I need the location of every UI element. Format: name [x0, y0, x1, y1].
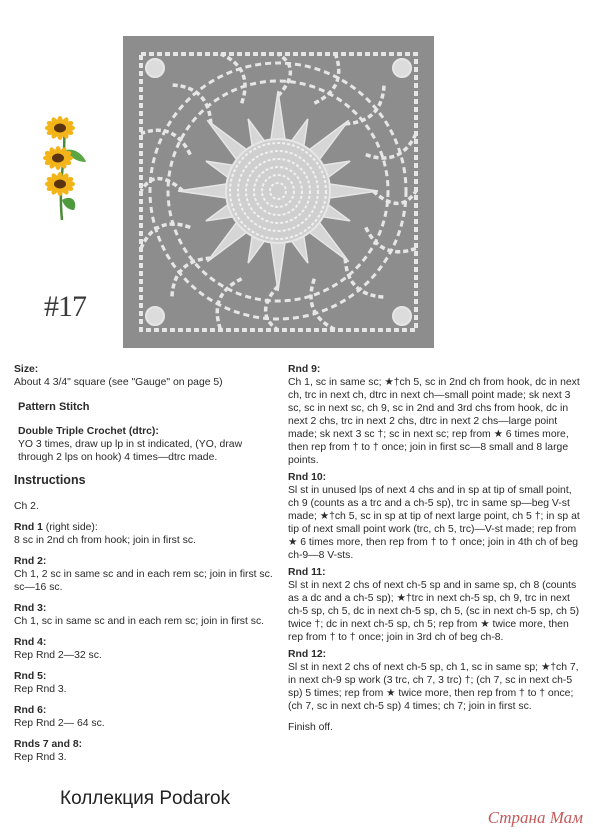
round-label: Rnd 11: [288, 567, 326, 578]
dtrc-heading: Double Triple Crochet (dtrc): [18, 426, 159, 437]
round-5 [14, 670, 276, 696]
round-1 [14, 521, 276, 547]
round-text: Rep Rnd 2—32 sc. [14, 649, 102, 661]
right-column [288, 363, 580, 734]
site-watermark: Страна Мам [487, 808, 583, 827]
pattern-number: #17 [44, 290, 86, 323]
round-label: Rnd 6: [14, 704, 47, 716]
dtrc-text: YO 3 times, draw up lp in st indicated, (YO, draw through 2 lps on hook) 4 times—dtrc made. [18, 439, 243, 463]
round-label: Rnds 7 and 8: [14, 738, 83, 750]
round-label: Rnd 4: [14, 636, 47, 648]
round-label: Rnd 1 [14, 521, 43, 533]
round-label: Rnd 3: [14, 602, 47, 614]
finish-text: Finish off. [288, 722, 333, 733]
round-text: Sl st in next 2 chs of next ch-5 sp, ch 1, sc in same sp; ★†ch 7, in next ch-9 sp work (3 trc, ch 7, 3 trc) †; (ch 7, sc in next ch-5 sp) 5 times; rep from ★ twice more, then rep from † to † once; (ch 7, sc in next ch-5 sp) 4 times; ch 7; join in first sc. [288, 662, 579, 712]
round-4 [14, 636, 276, 662]
round-label: Rnd 5: [14, 670, 47, 682]
sunflower-illustration [36, 110, 96, 230]
round-6 [14, 704, 276, 730]
round-text: 8 sc in 2nd ch from hook; join in first sc. [14, 534, 196, 546]
round-text: Ch 1, sc in same sc and in each rem sc; join in first sc. [14, 615, 265, 627]
size-heading: Size: [14, 364, 39, 375]
pattern-stitch-heading: Pattern Stitch [18, 401, 90, 413]
crochet-motif-photo [123, 36, 434, 348]
round-text: Rep Rnd 3. [14, 683, 67, 695]
round-text: Rep Rnd 2— 64 sc. [14, 717, 105, 729]
size-text: About 4 3/4" square (see "Gauge" on page 5) [14, 377, 223, 388]
round-text: Sl st in unused lps of next 4 chs and in sp at tip of small point, ch 9 (counts as a trc and a ch-5 sp), trc in same sp—beg V-st made; ★†ch 5, sc in sp at tip of next large point, ch 5 †; in sp at tip of next small point work (trc, ch 5, trc)—V-st made; rep from ★ 6 times more, then rep from † to † once; join in 4th ch of beg ch-9—8 V-sts. [288, 485, 580, 561]
round-7-8 [14, 738, 276, 764]
round-text: Ch 1, 2 sc in same sc and in each rem sc; join in first sc. sc—16 sc. [14, 568, 273, 593]
round-label: Rnd 9: [288, 364, 321, 375]
round-2 [14, 555, 276, 594]
round-label: Rnd 12: [288, 649, 327, 660]
round-3 [14, 602, 276, 628]
pattern-stitch-section [14, 401, 276, 464]
instructions-intro: Ch 2. [14, 500, 39, 512]
round-label: Rnd 10: [288, 472, 327, 483]
round-text: Ch 1, sc in same sc; ★†ch 5, sc in 2nd ch from hook, dc in next ch, trc in next ch, dtrc in next ch—small point made; sk next 3 sc, sc in next sc, ch 9, sc in 2nd and 3rd chs from hook, dc in next 2 chs, trc in next 2 chs, dtrc in next 2 chs—large point made; sk next 3 sc †; sc in next sc; rep from ★ 6 times more, then rep from † to † once; join in first sc—8 small and 8 large points. [288, 377, 580, 466]
round-label: Rnd 2: [14, 555, 47, 567]
left-column [14, 363, 276, 764]
instructions-heading: Instructions [14, 473, 86, 487]
round-text: Sl st in next 2 chs of next ch-5 sp and in same sp, ch 8 (counts as a dc and a ch-5 sp); ★†trc in next ch-5 sp, ch 9, trc in next ch-5 sp, ch 5, dc in next ch-5 sp, ch 5, (sc in next ch-5 sp, ch 5) twice †; dc in next ch-5 sp, ch 5; rep from ★ twice more, then rep from † to † once; join in 3rd ch of beg ch-8. [288, 580, 580, 643]
round-note: (right side): [42, 521, 98, 533]
round-text: Rep Rnd 3. [14, 751, 67, 763]
collection-caption: Коллекция Podarok [60, 788, 231, 809]
